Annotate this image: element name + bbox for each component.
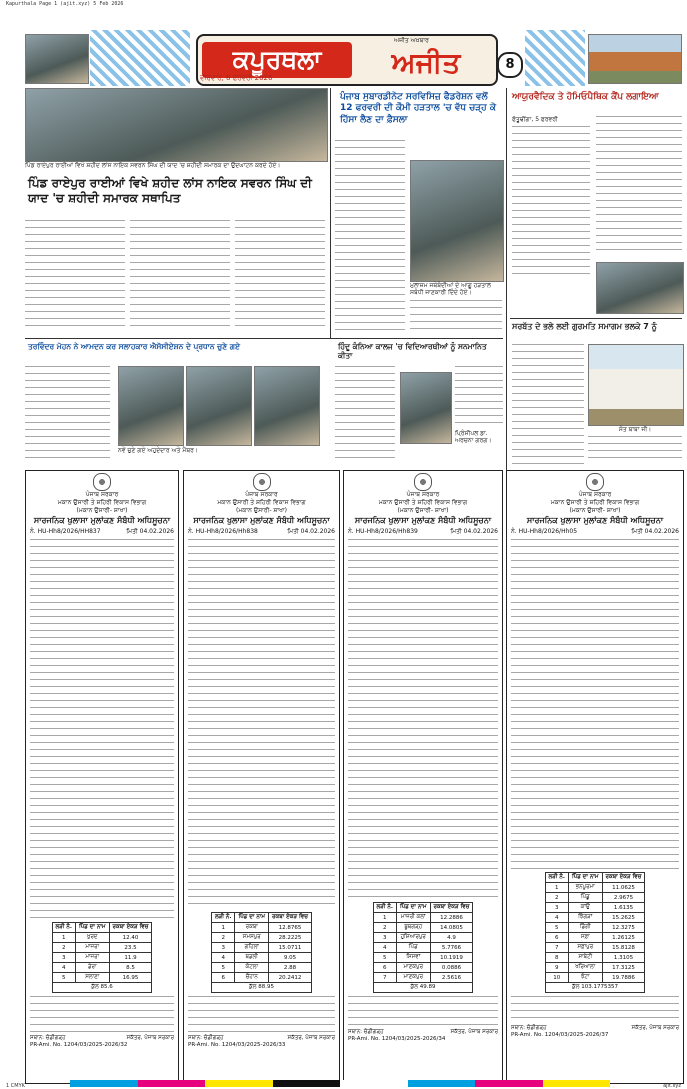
ayurvedic-body <box>512 126 590 276</box>
table-header: ਪਿੰਡ ਦਾ ਨਾਮ <box>568 873 602 883</box>
table-row <box>545 953 645 963</box>
table-cell: 17.3125 <box>602 963 645 973</box>
table-cell: ਡਿੰਗੀ <box>568 923 602 933</box>
table-cell: ਪਿੰਡੂ <box>568 893 602 903</box>
table-cell: ਮਾਜਰੀ ਕਲਾਂ <box>396 913 430 923</box>
table-cell: 2 <box>545 893 568 903</box>
table-row <box>545 883 645 893</box>
table-cell: ਬਡਲੀ <box>235 953 269 963</box>
notice-body-2 <box>511 996 679 1022</box>
college-headline: ਹਿੰਦੂ ਕੰਨਿਆ ਕਾਲਜ 'ਚ ਵਿਦਿਆਰਥੀਆਂ ਨੂੰ ਸਨਮਾਨਿਤ ਕੀਤਾ <box>338 342 487 361</box>
column-divider <box>330 88 331 338</box>
table-cell: 4 <box>373 943 396 953</box>
table-row <box>545 933 645 943</box>
table-cell: ਮਾਜਰਾ <box>75 953 109 963</box>
notice-department: ਮਕਾਨ ਉਸਾਰੀ ਤੇ ਸ਼ਹਿਰੀ ਵਿਕਾਸ ਵਿਭਾਗ <box>550 499 640 506</box>
notice-ref: ਨੰ. HU-Hh8/2026/HH837 <box>30 528 101 535</box>
table-cell: 9 <box>545 963 568 973</box>
notice-title: ਸਾਰਜਨਿਕ ਖੁਲਾਸਾ ਮੁਲਾਂਕਣ ਸੰਬੰਧੀ ਅਧਿਸੂਚਨਾ <box>33 516 171 525</box>
table-row <box>373 923 473 933</box>
notice-body <box>511 539 679 869</box>
notice-signature-row <box>184 1035 339 1042</box>
table-row <box>373 963 473 973</box>
notice-pr: PR-Ami. No. 1204/03/2025-2026/32 <box>30 1042 128 1048</box>
college-body-2 <box>455 366 503 426</box>
notice-pr-row <box>26 1042 178 1048</box>
table-cell: ਮਾਣਕਪੁਰ <box>396 973 430 983</box>
table-cell: 1.3105 <box>602 953 645 963</box>
table-total-row <box>52 983 152 993</box>
table-cell: ਸਲਾਣਾ <box>75 973 109 983</box>
table-cell: 28.2225 <box>269 933 312 943</box>
table-row <box>212 943 312 953</box>
punjab-emblem-icon <box>586 473 604 491</box>
martyr-story-body <box>25 220 125 332</box>
footer-print-left: 1 CMYK <box>6 1083 25 1089</box>
table-cell: 15.2625 <box>602 913 645 923</box>
martyr-story-body-3 <box>235 220 325 332</box>
table-cell: 12.3275 <box>602 923 645 933</box>
table-header: ਲੜੀ ਨੰ. <box>52 923 75 933</box>
column-divider-2 <box>506 88 507 473</box>
table-cell: ਸਫ਼ਾਪੁਰ <box>568 943 602 953</box>
table-cell: ਝੋਟਾ <box>568 973 602 983</box>
notice-ref: ਨੰ. HU-Hh8/2026/Hh838 <box>188 528 258 535</box>
notice-body-2 <box>188 996 335 1032</box>
section-rule <box>510 318 682 319</box>
martyr-photo-caption: ਪਿੰਡ ਰਾਏਪੁਰ ਰਾਈਆਂ ਵਿਖੇ ਸ਼ਹੀਦ ਲਾਂਸ ਨਾਇਕ ਸਵਰਨ ਸਿੰਘ ਦੀ ਯਾਦ 'ਚ ਸ਼ਹੀਦੀ ਸਮਾਰਕ ਦਾ ਉਦਘਾਟਨ ਕਰਦੇ ਹੋਏ। <box>25 162 281 169</box>
table-row <box>52 933 152 943</box>
notice-2 <box>183 470 340 1084</box>
table-header: ਲੜੀ ਨੰ. <box>545 873 568 883</box>
college-principal-photo <box>400 372 452 444</box>
table-cell: 23.5 <box>109 943 152 953</box>
table-cell: 2.9675 <box>602 893 645 903</box>
table-row <box>545 963 645 973</box>
notice-1 <box>25 470 179 1084</box>
notice-ref-row <box>184 528 339 536</box>
table-row <box>545 893 645 903</box>
notice-title: ਸਾਰਜਨਿਕ ਖੁਲਾਸਾ ਮੁਲਾਂਕਣ ਸੰਬੰਧੀ ਅਧਿਸੂਚਨਾ <box>193 516 330 525</box>
table-cell: 20.2412 <box>269 973 312 983</box>
notice-3 <box>343 470 503 1084</box>
elected-body <box>25 366 110 461</box>
notice-pr: PR-Ami. No. 1204/03/2025-2026/33 <box>188 1042 286 1048</box>
table-cell: 6 <box>212 973 235 983</box>
masthead-left-pattern <box>90 30 190 86</box>
table-cell: ਖਰਿਆਲਾ <box>568 963 602 973</box>
notice-signature-row <box>507 1025 683 1032</box>
table-cell: 10 <box>545 973 568 983</box>
table-cell: 2 <box>212 933 235 943</box>
table-cell: ਰਕਬਾ <box>235 923 269 933</box>
punjab-emblem-icon <box>253 473 271 491</box>
samagam-body <box>512 344 584 464</box>
notice-table <box>52 922 153 993</box>
punjab-emblem-icon <box>414 473 432 491</box>
notice-date: ਮਿਤੀ 04.02.2026 <box>287 528 335 535</box>
table-row <box>212 963 312 973</box>
notice-wing: (ਮਕਾਨ ਉਸਾਰੀ- ਸ਼ਾਖਾ) <box>76 507 128 514</box>
notice-ref: ਨੰ. HU-Hh8/2026/Hh839 <box>348 528 418 535</box>
notice-body <box>30 539 174 919</box>
strike-story-body <box>335 140 405 330</box>
table-header: ਲੜੀ ਨੰ. <box>373 903 396 913</box>
notice-government: ਪੰਜਾਬ ਸਰਕਾਰ <box>406 491 440 498</box>
martyr-headline: ਪਿੰਡ ਰਾਏਪੁਰ ਰਾਈਆਂ ਵਿਖੇ ਸ਼ਹੀਦ ਲਾਂਸ ਨਾਇਕ ਸਵਰਨ ਸਿੰਘ ਦੀ ਯਾਦ 'ਚ ਸ਼ਹੀਦੀ ਸਮਾਰਕ ਸਥਾਪਿਤ <box>28 176 312 205</box>
samagam-photo-caption: ਸੰਤ ਬਾਬਾ ਜੀ। <box>618 426 652 433</box>
elected-caption: ਨਵੇਂ ਚੁਣੇ ਗਏ ਅਹੁਦੇਦਾਰ ਅਤੇ ਮੈਂਬਰ। <box>118 447 198 454</box>
table-row <box>212 953 312 963</box>
table-cell: 16.95 <box>109 973 152 983</box>
notice-wing: (ਮਕਾਨ ਉਸਾਰੀ- ਸ਼ਾਖਾ) <box>569 507 621 514</box>
table-cell: ਹੁਸ਼ਿਆਰਪੁਰ <box>396 933 430 943</box>
table-cell: 1.26125 <box>602 933 645 943</box>
college-photo-caption: ਪ੍ਰਿੰਸੀਪਲ ਡਾ. ਅਰਚਨਾ ਗਰਗ। <box>455 430 492 444</box>
elected-headline: ਤਰਵਿੰਦਰ ਮੋਹਨ ਨੇ ਆਮਦਨ ਕਰ ਸਲਾਹਕਾਰ ਐਸੋਸੀਏਸ਼ਨ ਦੇ ਪ੍ਰਧਾਨ ਚੁਣੇ ਗਏ <box>28 342 240 351</box>
notice-table <box>373 902 474 993</box>
college-body <box>335 366 395 461</box>
table-cell: 9.05 <box>269 953 312 963</box>
table-cell: 3 <box>212 943 235 953</box>
notice-table <box>211 912 312 993</box>
notice-body-2 <box>348 996 498 1026</box>
notice-signatory: ਸਕੱਤਰ, ਪੰਜਾਬ ਸਰਕਾਰ <box>126 1035 174 1041</box>
table-cell: 5 <box>545 923 568 933</box>
table-row <box>545 913 645 923</box>
table-row <box>545 903 645 913</box>
table-cell: 10.1919 <box>430 953 473 963</box>
martyr-story-body-2 <box>130 220 230 332</box>
masthead-right-photo <box>588 34 682 84</box>
notice-pr-row <box>184 1042 339 1048</box>
notice-title: ਸਾਰਜਨਿਕ ਖੁਲਾਸਾ ਮੁਲਾਂਕਣ ਸੰਬੰਧੀ ਅਧਿਸੂਚਨਾ <box>526 516 664 525</box>
table-cell: ਭਨਪੂਰਮਾ <box>568 883 602 893</box>
table-total: ਕੁੱਲ 88.95 <box>212 983 312 993</box>
notice-department: ਮਕਾਨ ਉਸਾਰੀ ਤੇ ਸ਼ਹਿਰੀ ਵਿਕਾਸ ਵਿਭਾਗ <box>217 499 306 506</box>
table-cell: 6 <box>545 933 568 943</box>
table-cell: 7 <box>373 973 396 983</box>
table-cell: ਚੌਹਾਨ <box>235 973 269 983</box>
notice-signatory: ਸਕੱਤਰ, ਪੰਜਾਬ ਸਰਕਾਰ <box>631 1025 679 1031</box>
notice-place: ਸਥਾਨ: ਚੰਡੀਗੜ੍ਹ <box>348 1029 384 1035</box>
table-cell: 19.7886 <box>602 973 645 983</box>
table-cell: 2.5616 <box>430 973 473 983</box>
table-row <box>212 933 312 943</box>
elected-photo-2 <box>186 366 252 446</box>
table-cell: 8 <box>545 953 568 963</box>
table-cell: 7 <box>545 943 568 953</box>
table-cell: 4.9 <box>430 933 473 943</box>
notice-place: ਸਥਾਨ: ਚੰਡੀਗੜ੍ਹ <box>30 1035 66 1041</box>
table-cell: ਸਿਸਵਾਂ <box>396 953 430 963</box>
samagam-photo <box>588 344 684 426</box>
notice-place: ਸਥਾਨ: ਚੰਡੀਗੜ੍ਹ <box>511 1025 547 1031</box>
table-cell: 5 <box>52 973 75 983</box>
table-row <box>52 953 152 963</box>
table-total: ਕੁੱਲ 103.1775357 <box>545 983 645 993</box>
table-row <box>373 943 473 953</box>
table-cell: 11.9 <box>109 953 152 963</box>
ayurvedic-photo <box>596 262 684 314</box>
footer-print-right: ajit.xyz <box>663 1083 681 1089</box>
elected-photo-3 <box>254 366 320 446</box>
table-cell: 12.2886 <box>430 913 473 923</box>
notice-title: ਸਾਰਜਨਿਕ ਖੁਲਾਸਾ ਮੁਲਾਂਕਣ ਸੰਬੰਧੀ ਅਧਿਸੂਚਨਾ <box>354 516 492 525</box>
notice-department: ਮਕਾਨ ਉਸਾਰੀ ਤੇ ਸ਼ਹਿਰੀ ਵਿਕਾਸ ਵਿਭਾਗ <box>57 499 147 506</box>
table-cell: 5.7766 <box>430 943 473 953</box>
strike-photo-caption: ਮੁਲਾਜ਼ਮ ਜਥੇਬੰਦੀਆਂ ਦੇ ਆਗੂ ਹੜਤਾਲ ਸਬੰਧੀ ਜਾਣਕਾਰੀ ਦਿੰਦੇ ਹੋਏ। <box>410 282 491 296</box>
ayurvedic-dateline: ਫੱਤੂਢੀਂਗਾ, 5 ਫਰਵਰੀ <box>512 116 558 123</box>
table-cell: 1 <box>373 913 396 923</box>
martyr-memorial-photo <box>25 88 328 162</box>
page-number: 8 <box>497 52 523 78</box>
table-total: ਕੁੱਲ 85.6 <box>52 983 152 993</box>
table-cell: 8.5 <box>109 963 152 973</box>
notice-body-2 <box>30 996 174 1032</box>
ayurvedic-body-2 <box>596 116 682 256</box>
notice-pr-row <box>507 1032 683 1038</box>
masthead-tagline: ਅਜੀਤ ਅਖ਼ਬਾਰ <box>394 37 429 44</box>
notice-body <box>348 539 498 899</box>
table-header: ਲੜੀ ਨੰ. <box>212 913 235 923</box>
notice-signature-row <box>344 1029 502 1036</box>
table-cell: 3 <box>373 933 396 943</box>
notice-pr: PR-Ami. No. 1204/03/2025-2026/34 <box>348 1036 446 1042</box>
strike-story-body-2 <box>410 300 502 330</box>
table-cell: 5 <box>373 953 396 963</box>
table-cell: ਖੁਰਦ <box>75 933 109 943</box>
table-cell: ਝਿੰਗੜਾਂ <box>568 913 602 923</box>
table-header: ਰਕਬਾ ਏਕੜ ਵਿਚ <box>430 903 473 913</box>
notice-department: ਮਕਾਨ ਉਸਾਰੀ ਤੇ ਸ਼ਹਿਰੀ ਵਿਕਾਸ ਵਿਭਾਗ <box>378 499 468 506</box>
table-header: ਪਿੰਡ ਦਾ ਨਾਮ <box>396 903 430 913</box>
notice-pr-row <box>344 1036 502 1042</box>
table-cell: 12.40 <box>109 933 152 943</box>
table-row <box>545 923 645 933</box>
table-cell: ਸਮਸਪੁਰ <box>235 933 269 943</box>
table-cell: ਮਾਜਰਾ <box>75 943 109 953</box>
punjab-emblem-icon <box>93 473 111 491</box>
notice-date: ਮਿਤੀ 04.02.2026 <box>126 528 174 535</box>
notice-ref: ਨੰ. HU-Hh8/2026/Hh05 <box>511 528 578 535</box>
table-cell: 0.0886 <box>430 963 473 973</box>
table-total-row <box>545 983 645 993</box>
table-cell: 2.88 <box>269 963 312 973</box>
table-cell: ਗਹਿਲਾਂ <box>235 943 269 953</box>
notice-ref-row <box>344 528 502 536</box>
notice-wing: (ਮਕਾਨ ਉਸਾਰੀ- ਸ਼ਾਖਾ) <box>236 507 287 514</box>
table-cell: ਸਾਬੇਟੀ <box>568 953 602 963</box>
samagam-body-2 <box>588 436 682 464</box>
table-cell: 11.0625 <box>602 883 645 893</box>
table-cell: 15.8128 <box>602 943 645 953</box>
section-rule-2 <box>25 338 503 339</box>
table-cell: 1 <box>212 923 235 933</box>
table-total-row <box>212 983 312 993</box>
table-cell: 2 <box>52 943 75 953</box>
table-header: ਪਿੰਡ ਦਾ ਨਾਮ <box>75 923 109 933</box>
table-cell: ਮਾਣਕਪੁਰ <box>396 963 430 973</box>
notice-date: ਮਿਤੀ 04.02.2026 <box>450 528 498 535</box>
table-cell: 4 <box>52 963 75 973</box>
notice-ref-row <box>26 528 178 536</box>
table-cell: 12.8765 <box>269 923 312 933</box>
table-cell: 3 <box>545 903 568 913</box>
masthead <box>0 12 687 84</box>
table-row <box>373 933 473 943</box>
table-row <box>212 923 312 933</box>
ayurvedic-headline: ਆਯੁਰਵੈਦਿਕ ਤੇ ਹੋਮਿਓਪੈਥਿਕ ਕੈਂਪ ਲਗਾਇਆ <box>512 92 659 102</box>
notice-signature-row <box>26 1035 178 1042</box>
notice-table <box>545 872 646 993</box>
print-slug: Kapurthala Page 1 (ajit.xyz) 5 Feb 2026 <box>6 1 124 7</box>
table-cell: 3 <box>52 953 75 963</box>
table-cell: ਪਿੰਡ <box>396 943 430 953</box>
notice-signatory: ਸਕੱਤਰ, ਪੰਜਾਬ ਸਰਕਾਰ <box>450 1029 498 1035</box>
notice-wing: (ਮਕਾਨ ਉਸਾਰੀ- ਸ਼ਾਖਾ) <box>397 507 449 514</box>
table-row <box>545 943 645 953</box>
notice-body <box>188 539 335 909</box>
table-row <box>373 953 473 963</box>
elected-photo-1 <box>118 366 184 446</box>
table-row <box>52 963 152 973</box>
table-cell: 4 <box>545 913 568 923</box>
table-header: ਰਕਬਾ ਏਕੜ ਵਿਚ <box>269 913 312 923</box>
table-row <box>212 973 312 983</box>
notice-signatory: ਸਕੱਤਰ, ਪੰਜਾਬ ਸਰਕਾਰ <box>287 1035 335 1041</box>
masthead-right-pattern <box>525 30 585 86</box>
masthead-left-photo <box>25 34 89 84</box>
table-cell: ਬੂਥਗੜ੍ਹ <box>396 923 430 933</box>
table-header: ਰਕਬਾ ਏਕੜ ਵਿਚ <box>109 923 152 933</box>
table-row <box>373 913 473 923</box>
strike-photo <box>410 160 504 282</box>
notice-government: ਪੰਜਾਬ ਸਰਕਾਰ <box>85 491 119 498</box>
samagam-headline: ਸਰਬੱਤ ਦੇ ਭਲੇ ਲਈ ਗੁਰਮਤਿ ਸਮਾਗਮ ਭਲਕੇ 7 ਨੂੰ <box>512 322 657 331</box>
table-cell: 15.0711 <box>269 943 312 953</box>
table-cell: 6 <box>373 963 396 973</box>
masthead-date: ਵੀਰਵਾਰ, 6 ਫਰਵਰੀ 2026 <box>200 74 273 82</box>
table-cell: 1 <box>52 933 75 943</box>
table-row <box>52 943 152 953</box>
table-header: ਰਕਬਾ ਏਕੜ ਵਿਚ <box>602 873 645 883</box>
table-cell: 4 <box>212 953 235 963</box>
table-row <box>545 973 645 983</box>
table-row <box>373 973 473 983</box>
table-total-row <box>373 983 473 993</box>
notice-government: ਪੰਜਾਬ ਸਰਕਾਰ <box>245 491 278 498</box>
table-cell: ਡੇਰਾ <box>75 963 109 973</box>
notice-place: ਸਥਾਨ: ਚੰਡੀਗੜ੍ਹ <box>188 1035 224 1041</box>
table-cell: 14.0805 <box>430 923 473 933</box>
table-row <box>52 973 152 983</box>
table-cell: ਸਫ਼ਾ <box>568 933 602 943</box>
strike-headline: ਪੰਜਾਬ ਸੁਬਾਰਡੀਨੇਟ ਸਰਵਿਸਿਜ਼ ਫੈਡਰੇਸ਼ਨ ਵਲੋਂ 12 ਫਰਵਰੀ ਦੀ ਕੌਮੀ ਹੜਤਾਲ 'ਚ ਵੱਧ ਚੜ੍ਹ ਕੇ ਹਿੱਸਾ ਲੈਣ ਦਾ ਫ਼ੈਸਲਾ <box>340 92 496 125</box>
table-cell: 2 <box>373 923 396 933</box>
table-header: ਪਿੰਡ ਦਾ ਨਾਮ <box>235 913 269 923</box>
table-total: ਕੁੱਲ 49.89 <box>373 983 473 993</box>
table-cell: 1.6135 <box>602 903 645 913</box>
notice-4 <box>506 470 684 1084</box>
table-cell: ਕਾਂਉ <box>568 903 602 913</box>
notice-government: ਪੰਜਾਬ ਸਰਕਾਰ <box>578 491 612 498</box>
masthead-paper-name: ਅਜੀਤ <box>391 46 461 79</box>
cmyk-color-bar <box>70 1080 610 1087</box>
table-cell: ਕੋਟਲਾ <box>235 963 269 973</box>
table-cell: 5 <box>212 963 235 973</box>
notice-ref-row <box>507 528 683 536</box>
notice-pr: PR-Ami. No. 1204/03/2025-2026/37 <box>511 1032 609 1038</box>
notice-date: ਮਿਤੀ 04.02.2026 <box>631 528 679 535</box>
table-cell: 1 <box>545 883 568 893</box>
masthead-city: ਕਪੂਰਥਲਾ <box>202 42 352 78</box>
